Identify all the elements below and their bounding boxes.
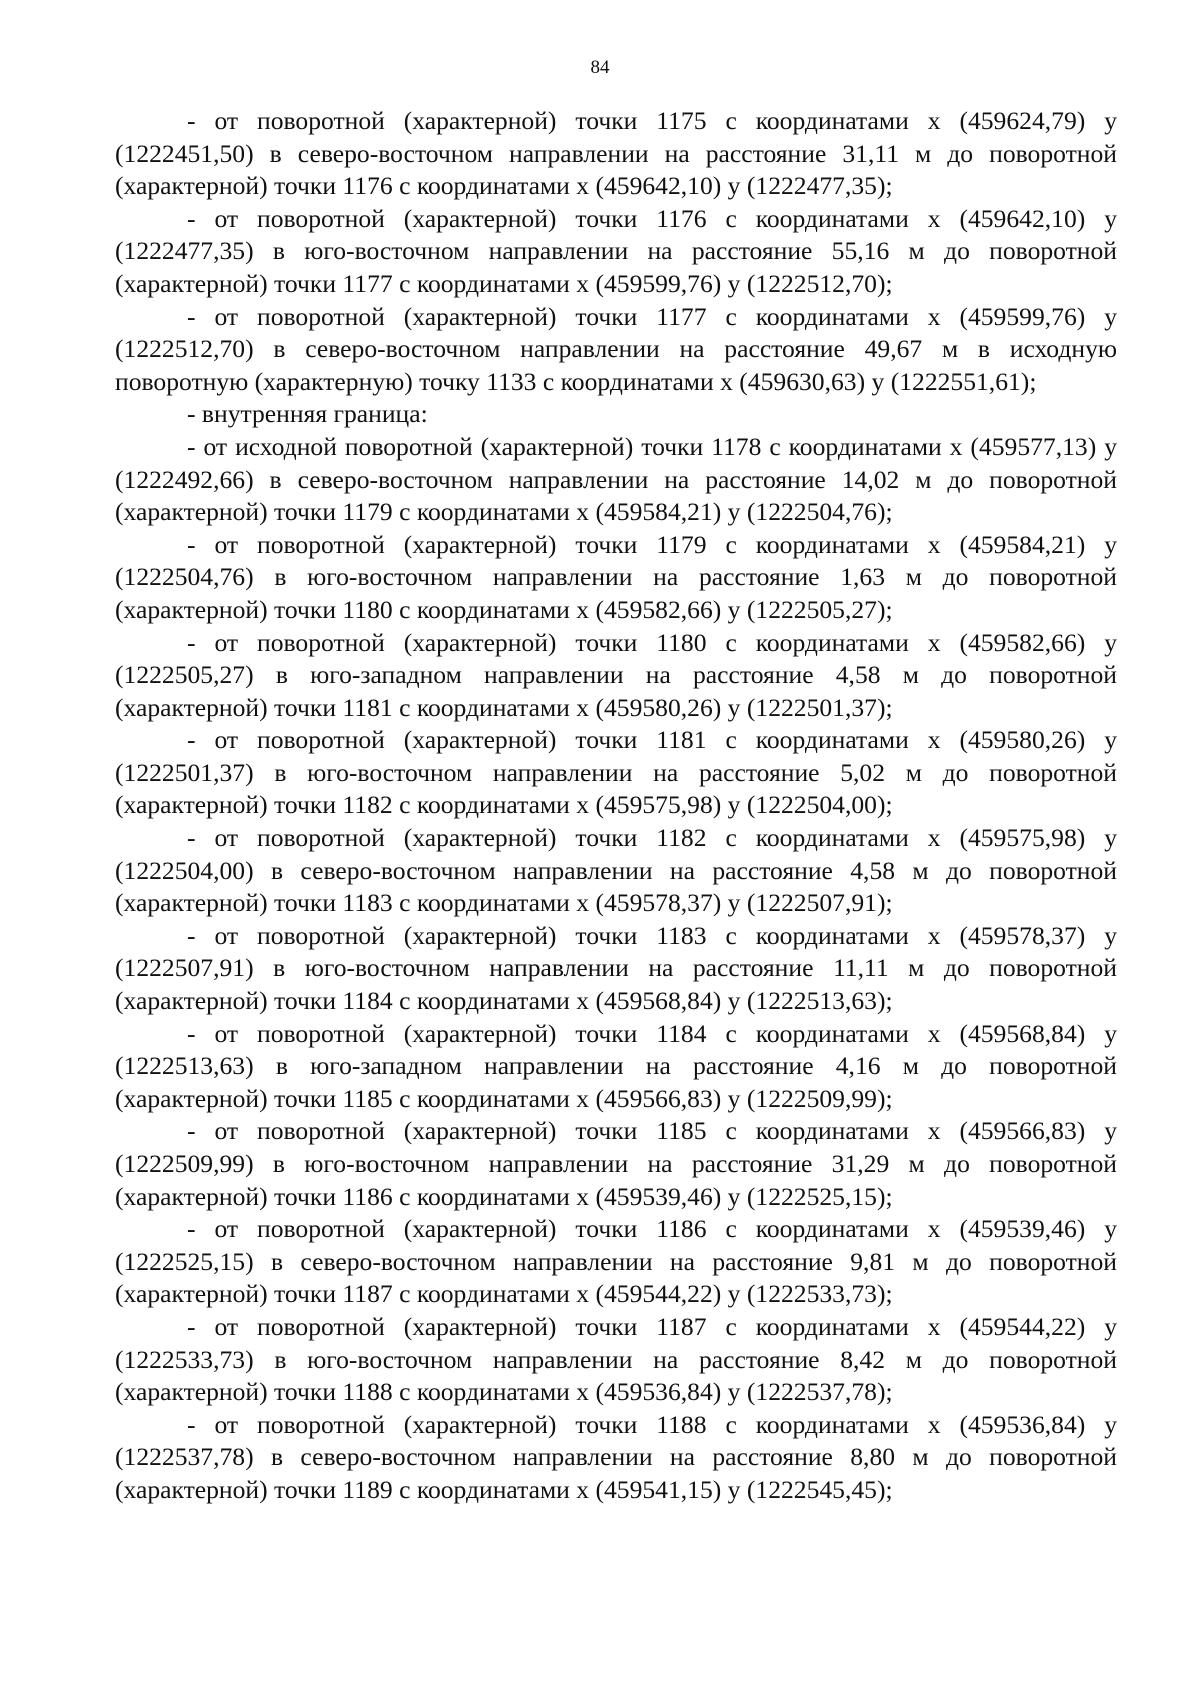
paragraph: - от поворотной (характерной) точки 1180 с координатами x (459582,66) y (1222505,27) в юго-западном направлении на расстояние 4,58 м до поворотной (характерной) точки 1181 с координатами x (459580,26) y (1222501,37); <box>115 627 1117 722</box>
paragraph: - от поворотной (характерной) точки 1179 с координатами x (459584,21) y (1222504,76) в юго-восточном направлении на расстояние 1,63 м до поворотной (характерной) точки 1180 с координатами x (459582,66) y (1222505,27); <box>115 529 1117 624</box>
paragraph: - от исходной поворотной (характерной) точки 1178 с координатами x (459577,13) y (1222492,66) в северо-восточном направлении на расстояние 14,02 м до поворотной (характерной) точки 1179 с координатами x (459584,21) y (1222504,76); <box>115 431 1117 527</box>
paragraph: - от поворотной (характерной) точки 1177 с координатами x (459599,76) y (1222512,70) в северо-восточном направлении на расстояние 49,67 м в исходную поворотную (характерную) точку 1133 с координатами x (459630,63) y (1222551,61); <box>115 301 1117 396</box>
paragraph: - от поворотной (характерной) точки 1185 с координатами x (459566,83) y (1222509,99) в юго-восточном направлении на расстояние 31,29 м до поворотной (характерной) точки 1186 с координатами x (459539,46) y (1222525,15); <box>115 1116 1117 1211</box>
paragraph: - от поворотной (характерной) точки 1186 с координатами x (459539,46) y (1222525,15) в северо-восточном направлении на расстояние 9,81 м до поворотной (характерной) точки 1187 с координатами x (459544,22) y (1222533,73); <box>115 1214 1117 1309</box>
paragraph: - от поворотной (характерной) точки 1182 с координатами x (459575,98) y (1222504,00) в северо-восточном направлении на расстояние 4,58 м до поворотной (характерной) точки 1183 с координатами x (459578,37) y (1222507,91); <box>115 823 1117 918</box>
paragraph: - от поворотной (характерной) точки 1176 с координатами x (459642,10) y (1222477,35) в юго-восточном направлении на расстояние 55,16 м до поворотной (характерной) точки 1177 с координатами x (459599,76) y (1222512,70); <box>115 203 1117 298</box>
paragraph: - от поворотной (характерной) точки 1188 с координатами x (459536,84) y (1222537,78) в северо-восточном направлении на расстояние 8,80 м до поворотной (характерной) точки 1189 с координатами x (459541,15) y (1222545,45); <box>115 1409 1117 1504</box>
document-body <box>115 105 1117 1507</box>
paragraph: - от поворотной (характерной) точки 1181 с координатами x (459580,26) y (1222501,37) в юго-восточном направлении на расстояние 5,02 м до поворотной (характерной) точки 1182 с координатами x (459575,98) y (1222504,00); <box>115 725 1117 820</box>
paragraph: - от поворотной (характерной) точки 1187 с координатами x (459544,22) y (1222533,73) в юго-восточном направлении на расстояние 8,42 м до поворотной (характерной) точки 1188 с координатами x (459536,84) y (1222537,78); <box>115 1311 1117 1407</box>
section-heading-inner-boundary: - внутренняя граница: <box>187 399 428 429</box>
paragraph: - от поворотной (характерной) точки 1175 с координатами x (459624,79) y (1222451,50) в северо-восточном направлении на расстояние 31,11 м до поворотной (характерной) точки 1176 с координатами x (459642,10) y (1222477,35); <box>115 106 1117 201</box>
paragraph: - от поворотной (характерной) точки 1183 с координатами x (459578,37) y (1222507,91) в юго-восточном направлении на расстояние 11,11 м до поворотной (характерной) точки 1184 с координатами x (459568,84) y (1222513,63); <box>115 920 1117 1016</box>
paragraph: - от поворотной (характерной) точки 1184 с координатами x (459568,84) y (1222513,63) в юго-западном направлении на расстояние 4,16 м до поворотной (характерной) точки 1185 с координатами x (459566,83) y (1222509,99); <box>115 1018 1117 1113</box>
page-number: 84 <box>590 57 610 78</box>
